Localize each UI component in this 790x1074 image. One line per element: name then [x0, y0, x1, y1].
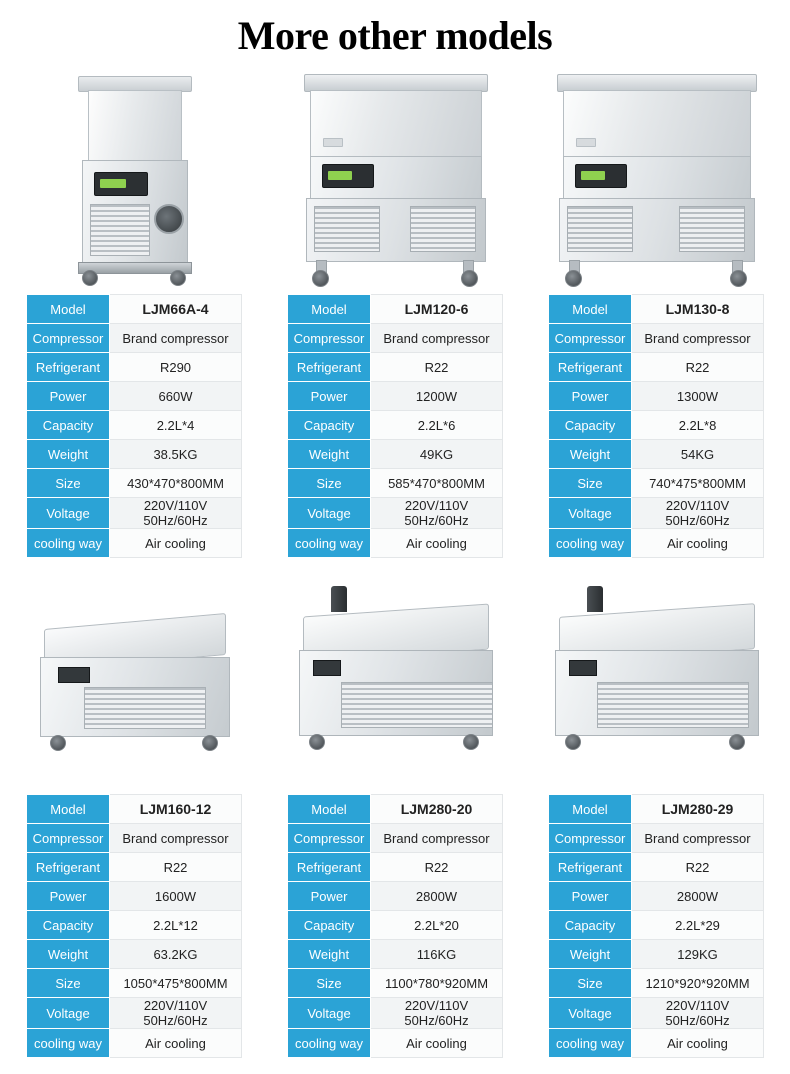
product-group-1 [0, 71, 790, 558]
spec-value-cooling-way: Air cooling [371, 529, 503, 558]
spec-label-size: Size [288, 469, 371, 498]
spec-label-capacity: Capacity [27, 911, 110, 940]
table-row [288, 469, 503, 498]
spec-label-size: Size [288, 969, 371, 998]
table-row [27, 353, 242, 382]
spec-value-capacity: 2.2L*6 [371, 411, 503, 440]
spec-label-cooling-way: cooling way [27, 529, 110, 558]
table-row [288, 324, 503, 353]
spec-label-refrigerant: Refrigerant [27, 853, 110, 882]
spec-value-size: 430*470*800MM [110, 469, 242, 498]
ljm160-12-machine-image [36, 591, 232, 786]
spec-value-model: LJM280-29 [632, 795, 764, 824]
ljm120-6-machine-image [300, 74, 490, 286]
spec-label-weight: Weight [288, 940, 371, 969]
caster-wheel [50, 735, 66, 751]
spec-value-power: 2800W [371, 882, 503, 911]
control-panel-display [575, 164, 627, 188]
table-row [288, 1029, 503, 1058]
table-row [27, 1029, 242, 1058]
spec-value-refrigerant: R22 [632, 353, 764, 382]
spec-value-power: 1600W [110, 882, 242, 911]
table-row [288, 882, 503, 911]
spec-label-capacity: Capacity [549, 411, 632, 440]
spec-label-power: Power [27, 382, 110, 411]
spec-label-size: Size [549, 469, 632, 498]
product-image-cell [548, 586, 764, 786]
ljm280-20-machine-image [297, 586, 493, 786]
spec-label-compressor: Compressor [288, 824, 371, 853]
table-row [288, 498, 503, 529]
table-row [27, 469, 242, 498]
vent-grill [679, 206, 745, 252]
spec-label-weight: Weight [27, 940, 110, 969]
spec-value-weight: 116KG [371, 940, 503, 969]
spec-value-voltage: 220V/110V 50Hz/60Hz [371, 498, 503, 529]
spec-label-refrigerant: Refrigerant [288, 353, 371, 382]
exhaust-pipe [331, 586, 347, 612]
spec-table-row-1 [26, 294, 764, 558]
table-row [549, 1029, 764, 1058]
table-row [288, 795, 503, 824]
table-row [549, 795, 764, 824]
table-row [549, 998, 764, 1029]
spec-value-model: LJM160-12 [110, 795, 242, 824]
table-row [549, 324, 764, 353]
product-image-row-1 [26, 71, 764, 286]
spec-value-refrigerant: R22 [632, 853, 764, 882]
spec-label-voltage: Voltage [549, 498, 632, 529]
spec-value-voltage: 220V/110V 50Hz/60Hz [110, 498, 242, 529]
caster-wheel [565, 734, 581, 750]
spec-table [548, 794, 764, 1058]
spec-value-power: 1200W [371, 382, 503, 411]
spec-label-capacity: Capacity [549, 911, 632, 940]
spec-value-model: LJM120-6 [371, 295, 503, 324]
spec-value-cooling-way: Air cooling [110, 529, 242, 558]
table-row [549, 498, 764, 529]
product-spec-page [0, 8, 790, 1074]
spec-label-compressor: Compressor [27, 824, 110, 853]
spec-label-cooling-way: cooling way [27, 1029, 110, 1058]
spec-label-cooling-way: cooling way [288, 529, 371, 558]
control-panel-display [322, 164, 374, 188]
spec-table [287, 794, 503, 1058]
spec-label-size: Size [27, 469, 110, 498]
spec-value-capacity: 2.2L*29 [632, 911, 764, 940]
table-row [288, 911, 503, 940]
spec-value-power: 1300W [632, 382, 764, 411]
spec-value-compressor: Brand compressor [371, 324, 503, 353]
spec-label-capacity: Capacity [288, 411, 371, 440]
table-row [27, 795, 242, 824]
table-row [549, 853, 764, 882]
spec-value-size: 1050*475*800MM [110, 969, 242, 998]
table-row [288, 295, 503, 324]
table-row [549, 911, 764, 940]
spec-label-compressor: Compressor [549, 324, 632, 353]
table-row [27, 824, 242, 853]
table-row [549, 469, 764, 498]
product-image-cell [26, 586, 242, 786]
table-row [288, 969, 503, 998]
spec-value-size: 1210*920*920MM [632, 969, 764, 998]
spec-label-size: Size [27, 969, 110, 998]
table-row [288, 998, 503, 1029]
spec-table-row-2 [26, 794, 764, 1058]
table-row [27, 882, 242, 911]
spec-label-weight: Weight [549, 440, 632, 469]
fan-icon [154, 204, 184, 234]
caster-wheel [202, 735, 218, 751]
spec-value-voltage: 220V/110V 50Hz/60Hz [371, 998, 503, 1029]
table-row [288, 529, 503, 558]
spec-label-cooling-way: cooling way [288, 1029, 371, 1058]
spec-value-capacity: 2.2L*12 [110, 911, 242, 940]
table-row [27, 382, 242, 411]
spec-value-compressor: Brand compressor [371, 824, 503, 853]
spec-value-refrigerant: R22 [371, 853, 503, 882]
vent-grill [410, 206, 476, 252]
table-row [27, 440, 242, 469]
page-title: More other models [237, 13, 553, 58]
spec-value-capacity: 2.2L*20 [371, 911, 503, 940]
caster-wheel [309, 734, 325, 750]
spec-value-weight: 63.2KG [110, 940, 242, 969]
spec-value-voltage: 220V/110V 50Hz/60Hz [632, 998, 764, 1029]
spec-label-voltage: Voltage [549, 998, 632, 1029]
table-row [27, 969, 242, 998]
spec-value-model: LJM66A-4 [110, 295, 242, 324]
spec-label-voltage: Voltage [27, 998, 110, 1029]
spec-value-power: 2800W [632, 882, 764, 911]
spec-value-refrigerant: R22 [110, 853, 242, 882]
table-row [27, 324, 242, 353]
vent-grill [597, 682, 749, 728]
table-row [27, 411, 242, 440]
spec-value-power: 660W [110, 382, 242, 411]
caster-wheel [82, 270, 98, 286]
spec-label-model: Model [27, 795, 110, 824]
table-row [288, 353, 503, 382]
spec-value-weight: 129KG [632, 940, 764, 969]
ljm66a-4-machine-image [72, 76, 196, 286]
spec-value-size: 740*475*800MM [632, 469, 764, 498]
spec-label-compressor: Compressor [27, 324, 110, 353]
spec-table [548, 294, 764, 558]
vent-grill [314, 206, 380, 252]
spec-value-voltage: 220V/110V 50Hz/60Hz [632, 498, 764, 529]
spec-value-model: LJM280-20 [371, 795, 503, 824]
spec-label-voltage: Voltage [288, 998, 371, 1029]
ljm130-8-machine-image [553, 74, 759, 286]
spec-value-weight: 49KG [371, 440, 503, 469]
table-row [27, 498, 242, 529]
spec-value-weight: 38.5KG [110, 440, 242, 469]
machine-upper-body [563, 90, 751, 158]
control-panel-display [313, 660, 341, 676]
spec-value-compressor: Brand compressor [632, 324, 764, 353]
product-image-cell [26, 71, 242, 286]
spec-value-cooling-way: Air cooling [632, 529, 764, 558]
spec-label-power: Power [27, 882, 110, 911]
spec-label-cooling-way: cooling way [549, 1029, 632, 1058]
vent-grill [84, 687, 206, 729]
spec-label-compressor: Compressor [549, 824, 632, 853]
table-row [288, 853, 503, 882]
table-row [549, 969, 764, 998]
spec-value-voltage: 220V/110V 50Hz/60Hz [110, 998, 242, 1029]
spec-table [287, 294, 503, 558]
product-group-2 [0, 586, 790, 1058]
spec-value-capacity: 2.2L*4 [110, 411, 242, 440]
spec-label-model: Model [549, 295, 632, 324]
caster-wheel [463, 734, 479, 750]
spec-label-weight: Weight [549, 940, 632, 969]
caster-wheel [170, 270, 186, 286]
control-panel-display [58, 667, 90, 683]
spec-label-refrigerant: Refrigerant [549, 853, 632, 882]
spec-table [26, 794, 242, 1058]
spec-label-weight: Weight [27, 440, 110, 469]
spec-label-power: Power [288, 382, 371, 411]
product-image-row-2 [26, 586, 764, 786]
spec-label-refrigerant: Refrigerant [549, 353, 632, 382]
table-row [549, 382, 764, 411]
spec-value-cooling-way: Air cooling [110, 1029, 242, 1058]
table-row [549, 824, 764, 853]
product-image-cell [287, 71, 503, 286]
spec-value-cooling-way: Air cooling [632, 1029, 764, 1058]
caster-wheel [729, 734, 745, 750]
table-row [288, 940, 503, 969]
table-row [27, 853, 242, 882]
table-row [549, 940, 764, 969]
spec-label-power: Power [549, 882, 632, 911]
table-row [549, 295, 764, 324]
spec-label-capacity: Capacity [288, 911, 371, 940]
vent-grill [90, 204, 150, 256]
table-row [27, 998, 242, 1029]
table-row [288, 411, 503, 440]
spec-value-refrigerant: R22 [371, 353, 503, 382]
product-image-cell [287, 586, 503, 786]
spec-value-compressor: Brand compressor [110, 824, 242, 853]
spec-label-refrigerant: Refrigerant [27, 353, 110, 382]
table-row [27, 529, 242, 558]
control-panel-display [569, 660, 597, 676]
spec-label-cooling-way: cooling way [549, 529, 632, 558]
spec-label-model: Model [549, 795, 632, 824]
product-image-cell [548, 71, 764, 286]
spec-label-power: Power [549, 382, 632, 411]
table-row [549, 882, 764, 911]
caster-wheel [461, 270, 478, 287]
vent-grill [567, 206, 633, 252]
spec-value-cooling-way: Air cooling [371, 1029, 503, 1058]
spec-value-compressor: Brand compressor [632, 824, 764, 853]
spec-value-compressor: Brand compressor [110, 324, 242, 353]
spec-value-weight: 54KG [632, 440, 764, 469]
table-row [27, 940, 242, 969]
section-divider [0, 558, 790, 580]
spec-label-voltage: Voltage [27, 498, 110, 529]
table-row [27, 911, 242, 940]
table-row [549, 440, 764, 469]
ljm280-29-machine-image [553, 586, 759, 786]
spec-label-power: Power [288, 882, 371, 911]
caster-wheel [565, 270, 582, 287]
spec-label-weight: Weight [288, 440, 371, 469]
spec-label-size: Size [549, 969, 632, 998]
vent-grill [341, 682, 493, 728]
spec-label-model: Model [27, 295, 110, 324]
machine-upper-body [310, 90, 482, 158]
table-row [27, 295, 242, 324]
spec-label-model: Model [288, 795, 371, 824]
spec-label-compressor: Compressor [288, 324, 371, 353]
control-panel-display [94, 172, 148, 196]
table-row [549, 353, 764, 382]
spec-value-capacity: 2.2L*8 [632, 411, 764, 440]
spec-label-model: Model [288, 295, 371, 324]
spec-label-capacity: Capacity [27, 411, 110, 440]
table-row [549, 529, 764, 558]
spec-table [26, 294, 242, 558]
table-row [288, 824, 503, 853]
table-row [549, 411, 764, 440]
exhaust-pipe [587, 586, 603, 612]
caster-wheel [312, 270, 329, 287]
spec-label-voltage: Voltage [288, 498, 371, 529]
spec-value-size: 1100*780*920MM [371, 969, 503, 998]
table-row [288, 382, 503, 411]
machine-upper-body [88, 90, 182, 164]
spec-value-refrigerant: R290 [110, 353, 242, 382]
caster-wheel [730, 270, 747, 287]
table-row [288, 440, 503, 469]
spec-label-refrigerant: Refrigerant [288, 853, 371, 882]
spec-value-size: 585*470*800MM [371, 469, 503, 498]
spec-value-model: LJM130-8 [632, 295, 764, 324]
